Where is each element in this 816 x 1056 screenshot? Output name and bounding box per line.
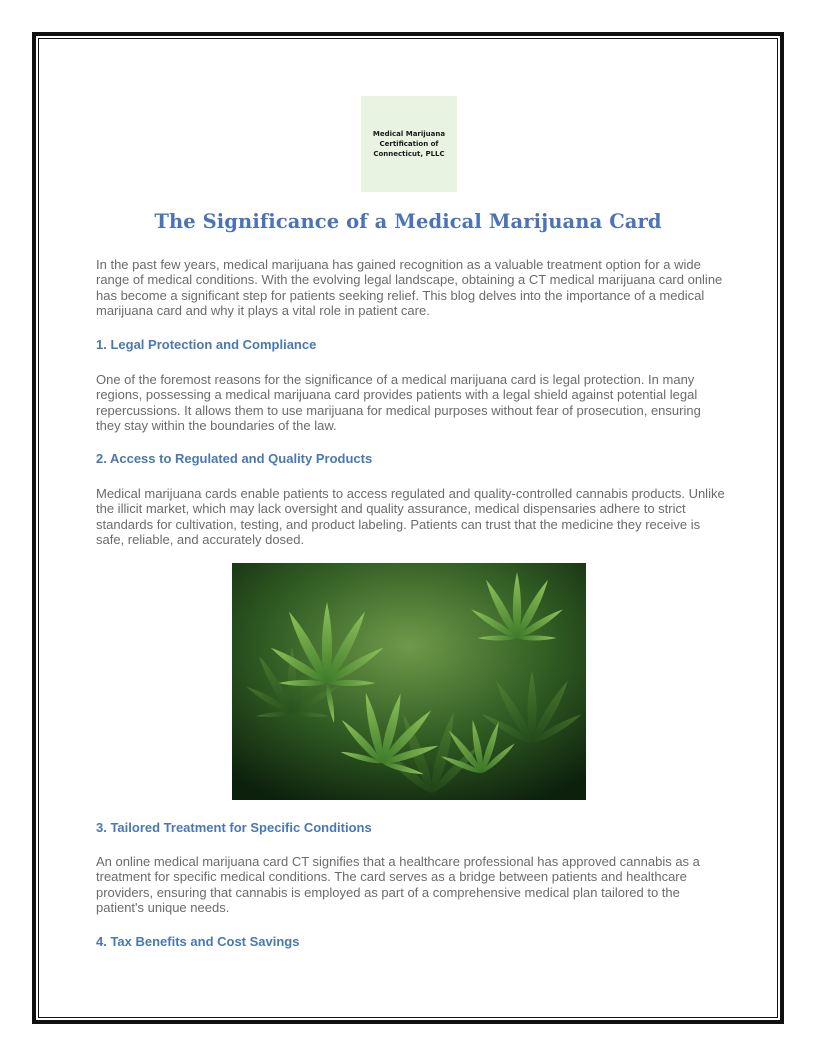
logo-text: Medical Marijuana Certification of Connecticut, PLLC (372, 130, 446, 158)
page-title: The Significance of a Medical Marijuana Card (154, 210, 662, 233)
company-logo (361, 96, 457, 192)
section-body-legal-protection: One of the foremost reasons for the significance of a medical marijuana card is legal protection. In many regions, possessing a medical marijuana card provides patients with a legal shield against potential legal repercussions. It allows them to use marijuana for medical purposes without fear of prosecution, ensuring they stay within the boundaries of the law. (96, 372, 701, 434)
intro-paragraph: In the past few years, medical marijuana has gained recognition as a valuable treatment option for a wide range of medical conditions. With the evolving legal landscape, obtaining a CT medical marijuana card online has become a significant step for patients seeking relief. This blog delves into the importance of a medical marijuana card and why it plays a vital role in patient care. (96, 257, 723, 319)
section-heading-regulated-products: 2. Access to Regulated and Quality Products (96, 451, 373, 466)
cannabis-leaves-photo (232, 563, 586, 800)
section-heading-tailored-treatment: 3. Tailored Treatment for Specific Conditions (96, 820, 372, 835)
section-heading-legal-protection: 1. Legal Protection and Compliance (96, 337, 317, 352)
section-body-regulated-products: Medical marijuana cards enable patients to access regulated and quality-controlled cannabis products. Unlike the illicit market, which may lack oversight and quality assurance, medical dispensaries adhere to strict standards for cultivation, testing, and product labeling. Patients can trust that the medicine they receive is safe, reliable, and accurately dosed. (96, 486, 725, 548)
section-body-tailored-treatment: An online medical marijuana card CT signifies that a healthcare professional has approved cannabis as a treatment for specific medical conditions. The card serves as a bridge between patients and healthcare providers, ensuring that cannabis is employed as part of a comprehensive medical plan tailored to the patient's unique needs. (96, 854, 700, 916)
section-heading-tax-benefits: 4. Tax Benefits and Cost Savings (96, 934, 300, 949)
